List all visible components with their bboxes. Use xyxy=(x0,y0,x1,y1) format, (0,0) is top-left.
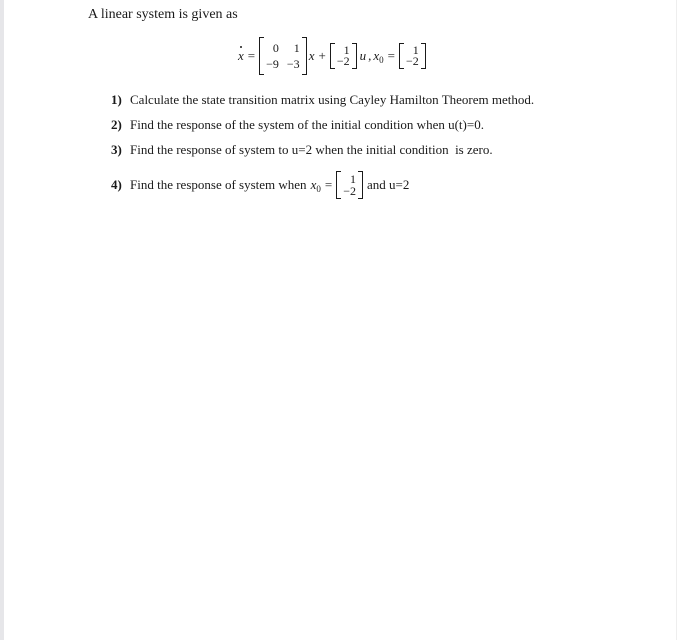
question-number-3: 3) xyxy=(111,141,122,157)
intro-text: A linear system is given as xyxy=(88,7,238,22)
x0-symbol xyxy=(373,48,383,64)
matrix-a-right-bracket xyxy=(302,37,307,75)
state-variable-x: x xyxy=(308,48,315,63)
plus-sign: + xyxy=(318,48,326,63)
matrix-b-r2: −2 xyxy=(336,54,350,68)
question-item-1 xyxy=(111,88,534,112)
state-equation xyxy=(238,36,426,76)
matrix-b-r1: 1 xyxy=(343,43,350,57)
question-text-3: Find the response of system to u=2 when the initial condition is zero. xyxy=(130,141,493,157)
question-number-4: 4) xyxy=(111,177,122,192)
x-dot-symbol: x xyxy=(238,48,244,63)
matrix-a-r1c1: 0 xyxy=(272,41,279,55)
q4-vector-right-bracket xyxy=(358,171,363,199)
q4-x0-base: x xyxy=(310,177,317,192)
q4-x0-symbol xyxy=(311,177,321,193)
equals-sign: = xyxy=(247,48,256,63)
question-4-initial-condition xyxy=(311,171,363,199)
right-page-edge xyxy=(676,0,677,640)
matrix-a xyxy=(259,37,307,75)
q4-vector-r1: 1 xyxy=(349,172,356,186)
x0-subscript: 0 xyxy=(379,55,384,65)
x0-r1: 1 xyxy=(412,43,419,57)
q4-vector xyxy=(336,171,363,199)
input-variable-u: u xyxy=(359,48,367,63)
x0-entries xyxy=(404,45,421,67)
question-4-suffix: and u=2 xyxy=(366,177,410,192)
comma: , xyxy=(368,48,372,63)
matrix-b xyxy=(330,43,357,69)
question-text-1: Calculate the state transition matrix using Cayley Hamilton Theorem method. xyxy=(130,92,535,107)
question-text-4: Find the response of system when xyxy=(130,177,307,192)
question-number-1: 1) xyxy=(111,92,122,107)
equals-sign-2: = xyxy=(387,48,395,63)
q4-equals-sign: = xyxy=(324,177,333,192)
question-number-2: 2) xyxy=(111,116,122,132)
question-text-2: Find the response of the system of the initial condition when u(t)=0. xyxy=(130,116,484,132)
matrix-b-entries xyxy=(335,45,352,67)
left-page-edge xyxy=(0,0,4,640)
q4-vector-entries xyxy=(341,173,358,197)
matrix-a-r1c2: 1 xyxy=(293,41,300,55)
q4-x0-subscript: 0 xyxy=(316,184,321,194)
matrix-a-r2c1: −9 xyxy=(266,57,279,71)
x0-right-bracket xyxy=(421,43,426,69)
question-item-4 xyxy=(111,167,534,203)
matrix-b-right-bracket xyxy=(352,43,357,69)
x0-base: x xyxy=(373,48,380,63)
question-list xyxy=(111,88,534,203)
initial-condition-vector xyxy=(399,43,426,69)
matrix-a-entries xyxy=(264,40,302,72)
question-item-3 xyxy=(111,137,534,162)
question-item-2 xyxy=(111,112,534,137)
matrix-a-r2c2: −3 xyxy=(286,57,300,71)
q4-vector-r2: −2 xyxy=(343,184,356,198)
x0-r2: −2 xyxy=(405,54,419,68)
